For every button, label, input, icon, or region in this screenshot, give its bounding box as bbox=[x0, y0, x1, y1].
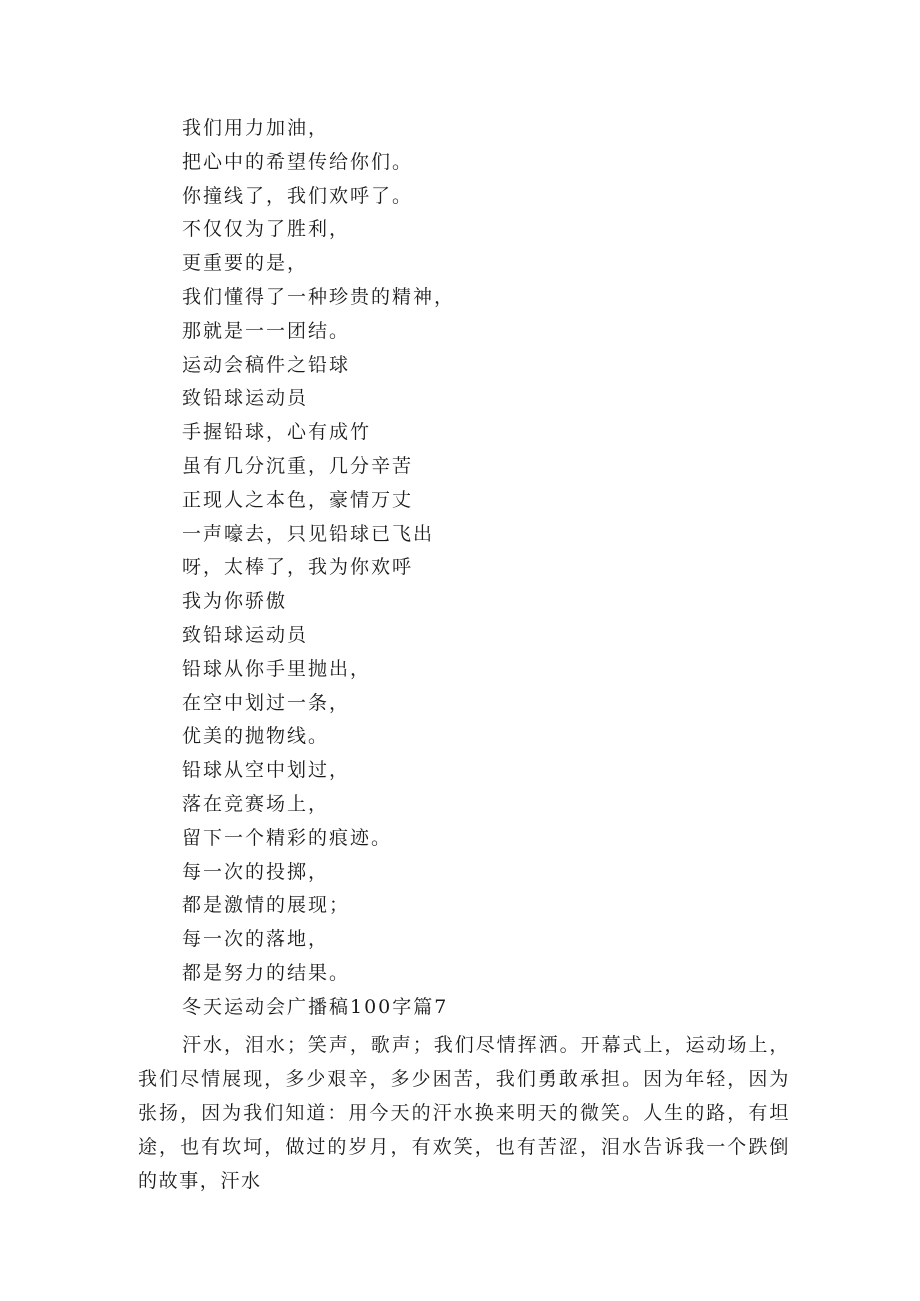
text-line: 把心中的希望传给你们。 bbox=[182, 150, 414, 173]
text-line: 每一次的落地， bbox=[182, 928, 330, 951]
text-line: 致铅球运动员 bbox=[182, 387, 309, 410]
text-line: 致铅球运动员 bbox=[182, 623, 309, 646]
section-heading: 运动会稿件之铅球 bbox=[182, 353, 351, 376]
text-line: 正现人之本色，豪情万丈 bbox=[182, 488, 414, 511]
text-line: 铅球从你手里抛出， bbox=[182, 657, 372, 680]
poem-lines bbox=[182, 112, 822, 1025]
text-line: 留下一个精彩的痕迹。 bbox=[182, 826, 393, 849]
text-line: 每一次的投掷， bbox=[182, 860, 330, 883]
text-line: 我为你骄傲 bbox=[182, 590, 288, 613]
text-line: 虽有几分沉重，几分辛苦 bbox=[182, 454, 414, 477]
text-line: 优美的抛物线。 bbox=[182, 725, 330, 748]
text-line: 不仅仅为了胜利， bbox=[182, 218, 351, 241]
text-line: 都是激情的展现； bbox=[182, 894, 351, 917]
text-line: 那就是一一团结。 bbox=[182, 319, 351, 342]
section-heading: 冬天运动会广播稿100字篇7 bbox=[182, 995, 449, 1018]
body-paragraph: 汗水，泪水；笑声，歌声；我们尽情挥洒。开幕式上，运动场上，我们尽情展现，多少艰辛，多少困苦，我们勇敢承担。因为年轻，因为张扬，因为我们知道：用今天的汗水换来明天的微笑。人生的路，有坦途，也有坎坷，做过的岁月，有欢笑，也有苦涩，泪水告诉我一个跌倒的故事，汗水 bbox=[138, 1034, 790, 1192]
text-line: 我们懂得了一种珍贵的精神， bbox=[182, 285, 456, 308]
text-line: 手握铅球，心有成竹 bbox=[182, 421, 372, 444]
text-line: 更重要的是， bbox=[182, 252, 309, 275]
text-line: 你撞线了，我们欢呼了。 bbox=[182, 184, 414, 207]
text-line: 落在竞赛场上， bbox=[182, 792, 330, 815]
text-line: 在空中划过一条， bbox=[182, 691, 351, 714]
text-line: 一声嚎去，只见铅球已飞出 bbox=[182, 522, 435, 545]
text-line: 呀，太棒了，我为你欢呼 bbox=[182, 556, 414, 579]
text-line: 我们用力加油， bbox=[182, 117, 330, 139]
text-line: 铅球从空中划过， bbox=[182, 759, 351, 782]
text-line: 都是努力的结果。 bbox=[182, 961, 351, 984]
